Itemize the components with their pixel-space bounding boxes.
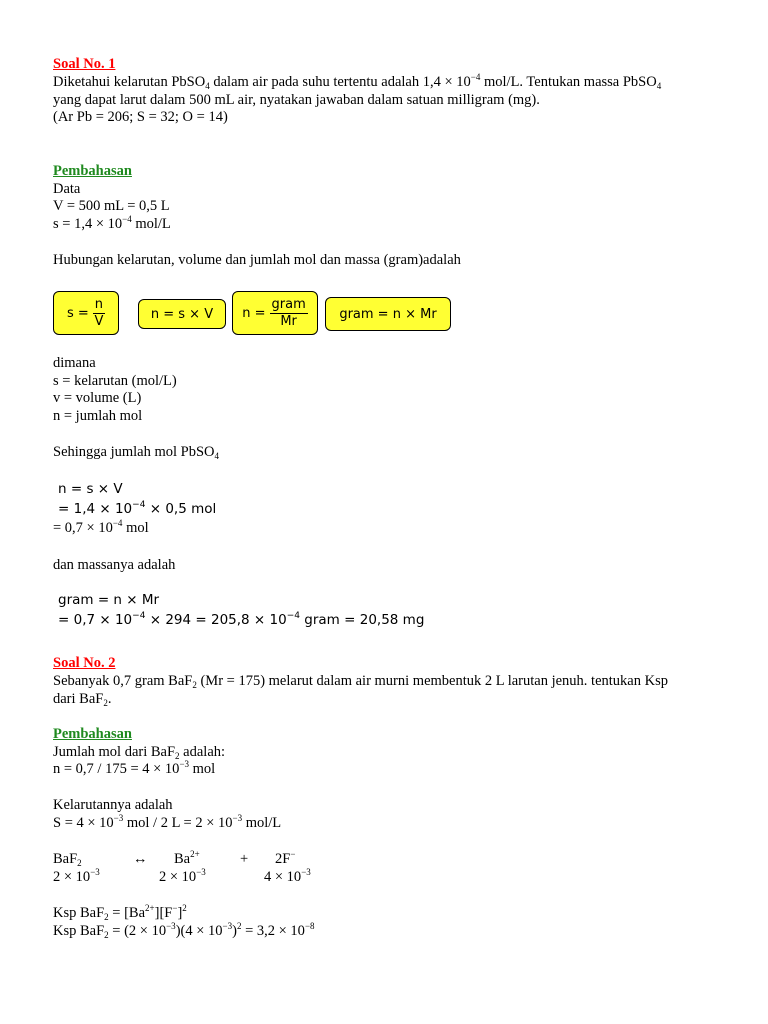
massanya-text: dan massanya adalah [53, 557, 176, 573]
mol-calculation [58, 479, 718, 519]
eq-conc-baf2: $2 \times 10^{-3}$ [53, 867, 100, 885]
pembahasan2-title: Pembahasan [53, 726, 132, 742]
soal1-title: Soal No. 1 [53, 56, 116, 72]
soal1-line1: Diketahui kelarutan PbSO$_4$ dalam air pada suhu tertentu adalah $1,4 \times 10^{-4}$ mol/L. Tentukan massa PbSO$_4$ [53, 72, 662, 91]
eq-plus: + [240, 851, 249, 867]
calc2-line1: gram = n × Mr [58, 592, 160, 608]
soal2-question [53, 673, 713, 708]
mass-calculation [58, 590, 718, 630]
eq-f: 2F− [275, 849, 296, 867]
eq-conc-f: $4 \times 10^{-3}$ [264, 867, 311, 885]
mol-line: Jumlah mol dari BaF$_2$ adalah: [53, 743, 226, 761]
hubungan-text: Hubungan kelarutan, volume dan jumlah mol dan massa (gram)adalah [53, 252, 461, 268]
pembahasan1-block [53, 163, 713, 233]
soal2-line2: dari BaF$_2$. [53, 690, 112, 708]
soal2-line1: Sebanyak 0,7 gram BaF$_2$ (Mr = 175) melarut dalam air murni membentuk 2 L larutan jenuh. tentukan Ksp [53, 673, 668, 690]
formula-box-n-gram: n = $\frac{\text{gram}}{Mr}$ [232, 291, 318, 335]
sehingga-text: Sehingga jumlah mol PbSO$_4$ [53, 444, 220, 461]
eq-ba: $Ba^{2+}$ [174, 849, 200, 867]
def-s: s = kelarutan (mol/L) [53, 372, 177, 389]
eq-arrow: ↔ [133, 851, 148, 867]
ksp-line1: Ksp $BaF_2 = [Ba^{2+}][F^-]^2$ [53, 903, 187, 922]
eq-conc-ba: $2 \times 10^{-3}$ [159, 867, 206, 885]
definitions [53, 355, 713, 425]
soal1-line2: yang dapat larut dalam 500 mL air, nyatakan jawaban dalam satuan milligram (mg). [53, 91, 540, 108]
soal1-heading [53, 56, 713, 74]
calc1-line1: n = s × V [58, 481, 123, 497]
formula-box-gram: gram = n × Mr [325, 297, 451, 331]
ksp-block [53, 905, 713, 940]
pembahasan2-block [53, 726, 713, 779]
calc1-line2: = $1,4 \times 10^{-4} \times 0,5$ mol [58, 500, 217, 517]
pembahasan1-title: Pembahasan [53, 163, 132, 179]
eq-baf2: BaF$_2$ [53, 851, 82, 868]
soal1-question [53, 74, 713, 127]
formula-box-n-sv: n = s × V [138, 299, 226, 329]
solubility-line: $s = 1,4 \times 10^{-4}$ mol/L [53, 213, 171, 232]
volume-line: V = 500 mL = 0,5 L [53, 198, 170, 214]
ksp-line2: Ksp $BaF_2 = (2 \times 10^{-3})(4 \times 10^{-3})^2 = 3,2 \times 10^{-8}$ [53, 920, 315, 940]
formula-box-s: s = $\frac{n}{V}$ [53, 291, 119, 335]
s-line: $S = 4 \times 10^{-3}$ mol / 2 $L = 2 \times 10^{-3}$ mol/L [53, 812, 282, 831]
n-line: $n = 0,7 / 175 = 4 \times 10^{-3}$ mol [53, 759, 216, 777]
soal2-heading [53, 655, 713, 673]
calc2-line2: = $0,7 \times 10^{-4} \times 294 = 205,8 \times 10^{-4}$ gram = 20,58 mg [58, 611, 425, 628]
def-v: v = volume (L) [53, 390, 142, 406]
def-n: n = jumlah mol [53, 407, 143, 424]
soal1-line3: (Ar Pb = 206; S = 32; O = 14) [53, 109, 228, 125]
soal2-title: Soal No. 2 [53, 655, 116, 671]
calc1-line3: = $0,7 \times 10^{-4}$ mol [53, 518, 149, 536]
data-label: Data [53, 180, 81, 197]
dimana-label: dimana [53, 355, 96, 371]
kelarutan-block [53, 797, 713, 832]
kelarutannya-label: Kelarutannya adalah [53, 797, 173, 813]
